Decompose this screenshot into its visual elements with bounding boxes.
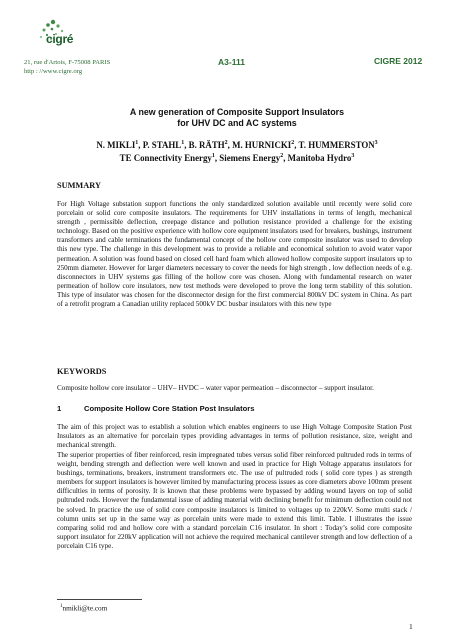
summary-heading: SUMMARY	[57, 181, 101, 190]
footnote-email[interactable]: nmikli@te.com	[62, 604, 108, 613]
footnote	[60, 604, 107, 612]
section-number: 1	[57, 404, 62, 413]
paper-title	[0, 107, 474, 129]
author: M. HURNICKI$^2$	[232, 139, 295, 150]
summary-text: For High Voltage substation support functions the only standardized solution available until recently were solid core porcelain or solid core composite insulators. The requirements for UHV installations in terms of length, mechanical strength , permissible deflection, creepage distance and pollution resistance provided a challenge for the existing technology. Based on the positive experience with hollow core equipment insulators used for breakers, bushings, instrument transformers and cable terminations the fundamental concept of the hollow core composite insulator was used to develop this new type. The challenge in this development was to provide a reliable and economical solution to avoid water vapor permeation. A solution was found based on closed cell hard foam which allowed hollow composite support insulators up to 250mm diameter. However for larger diameters necessary to cover the needs for high strength , low deflection needs of e.g. disconnectors in UHV systems gas filling of the hollow core was chosen. Along with fundamental research on water permeation of hollow core insulators, new test methods were developed to prove the long term stability of this solution. This type of insulator was chosen for the disconnector design for the first commercial 800kV DC system in China. As part of a retrofit program a Canadian utility replaced 500kV DC busbar insulators with this new type	[57, 200, 412, 309]
author: T. HUMMERSTON$^3$	[298, 139, 378, 150]
affiliations: TE Connectivity Energy$^1$, Siemens Energy$^2$, Manitoba Hydro$^3$	[119, 152, 355, 163]
website-link[interactable]: http : //www.cigre.org	[24, 68, 83, 75]
title-line-2: for UHV DC and AC systems	[177, 118, 297, 128]
page-number: 1	[409, 622, 413, 631]
affiliation: TE Connectivity Energy$^1$	[119, 152, 215, 163]
section-paragraph: The superior properties of fiber reinforced, resin impregnated tubes versus solid fiber reinforced pultruded rods in terms of weight, bending strength and deflection were well known and used in practice for High Voltage apparatus insulators for bushings, terminations, breakers, instrument transformers etc. The use of pultruded rods ( solid core types ) as strength members for support insulators is however limited by manufacturing process issues as core diameters above 100mm present difficulties in terms of porosity. It is known that these problems were bypassed by adding wound layers on top of solid pultruded rods. However the fundamental issue of adding material with declining benefit for minimum deflection could not be solved. In practice the use of solid core composite insulators is limited to voltages up to 220kV. Some multi stack / column units set up in the same way as porcelain units were made to extend this limit. Table. I illustrates the issue comparing solid rod and hollow core with a standard porcelain C16 insulator. In short : Today’s solid core composite support insulator for 220kV application will not achieve the required mechanical cantilever strength and low deflection of a porcelain C16 type.	[57, 451, 412, 550]
conference-label: CIGRE 2012	[374, 56, 423, 66]
author: N. MIKLI$^1$	[96, 139, 139, 150]
address-line: 21, rue d'Artois, F-75008 PARIS	[24, 59, 111, 66]
footnote-marker: 1	[60, 604, 63, 609]
affiliation: Manitoba Hydro$^3$	[287, 152, 355, 163]
section-paragraph: The aim of this project was to establish a solution which enables engineers to use High Voltage Composite Station Post Insulators as an alternative for porcelain types providing advantages in terms of pollution resistance, size, weight and mechanical strength.	[57, 423, 412, 450]
logo-text: cigré	[46, 32, 74, 46]
section-title: Composite Hollow Core Station Post Insulators	[84, 404, 255, 413]
author: B. RÄTH$^2$	[188, 139, 228, 150]
title-line-1: A new generation of Composite Support Insulators	[129, 107, 345, 117]
keywords-text: Composite hollow core insulator – UHV– HVDC – water vapor permeation – disconnector – support insulator.	[57, 384, 374, 392]
address	[24, 58, 110, 76]
affiliation: Siemens Energy$^2$	[219, 152, 284, 163]
section-heading	[57, 404, 254, 413]
author: P. STAHL$^1$	[142, 139, 185, 150]
paper-reference: A3-111	[218, 57, 245, 67]
footnote-divider	[57, 599, 142, 600]
author-names: N. MIKLI$^1$, P. STAHL$^1$, B. RÄTH$^2$, M. HURNICKI$^2$, T. HUMMERSTON$^3$	[96, 139, 378, 150]
keywords-heading: KEYWORDS	[57, 367, 107, 376]
authors-block	[0, 138, 474, 164]
